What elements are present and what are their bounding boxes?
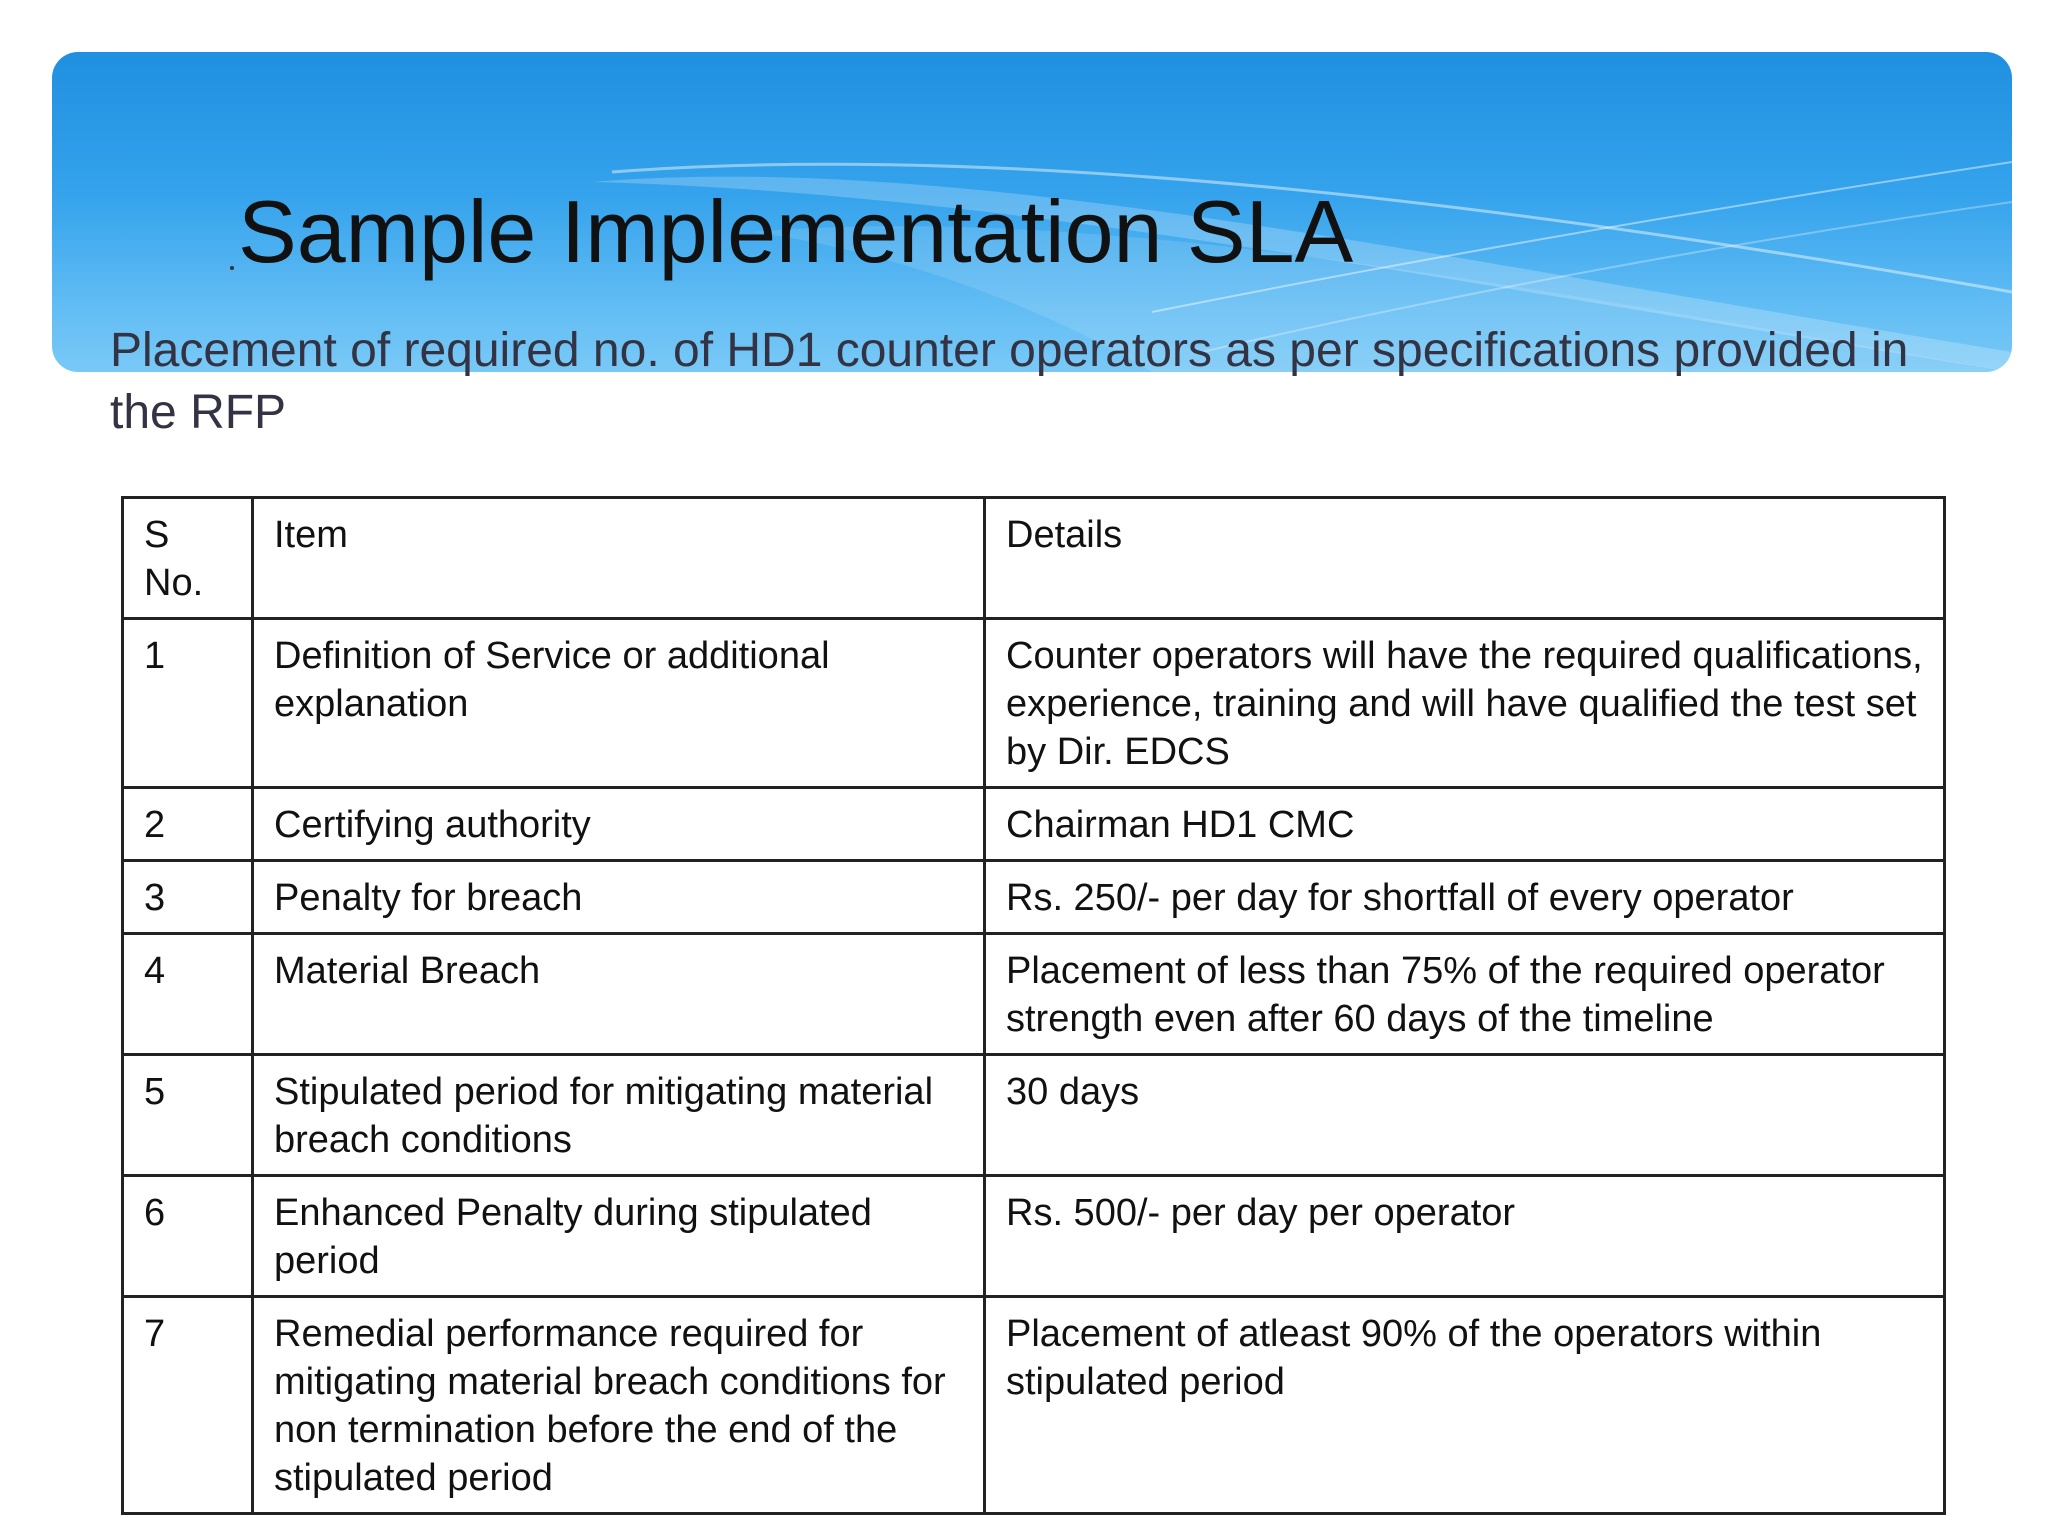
sla-table — [121, 496, 1946, 1515]
cell-sno: 4 — [123, 934, 253, 1055]
table-row — [123, 1055, 1945, 1176]
cell-sno: 7 — [123, 1297, 253, 1514]
cell-sno: 2 — [123, 788, 253, 861]
cell-details: Counter operators will have the required qualifications, experience, training and will have qualified the test set by Dir. EDCS — [985, 619, 1945, 788]
cell-sno: 1 — [123, 619, 253, 788]
header-sno: S No. — [123, 498, 253, 619]
cell-item: Certifying authority — [253, 788, 985, 861]
cell-item: Enhanced Penalty during stipulated period — [253, 1176, 985, 1297]
table-row — [123, 788, 1945, 861]
cell-item: Remedial performance required for mitigating material breach conditions for non termination before the end of the stipulated period — [253, 1297, 985, 1514]
cell-details: Rs. 250/- per day for shortfall of every operator — [985, 861, 1945, 934]
cell-details: Placement of less than 75% of the required operator strength even after 60 days of the timeline — [985, 934, 1945, 1055]
table-row — [123, 619, 1945, 788]
cell-item: Stipulated period for mitigating material breach conditions — [253, 1055, 985, 1176]
cell-details: Placement of atleast 90% of the operators within stipulated period — [985, 1297, 1945, 1514]
cell-details: Rs. 500/- per day per operator — [985, 1176, 1945, 1297]
cell-details: Chairman HD1 CMC — [985, 788, 1945, 861]
slide-subtitle: Placement of required no. of HD1 counter operators as per specifications provided in the RFP — [110, 324, 1909, 439]
cell-item: Definition of Service or additional explanation — [253, 619, 985, 788]
cell-sno: 5 — [123, 1055, 253, 1176]
header-details: Details — [985, 498, 1945, 619]
table-header-row — [123, 498, 1945, 619]
cell-details: 30 days — [985, 1055, 1945, 1176]
cell-sno: 3 — [123, 861, 253, 934]
cell-item: Penalty for breach — [253, 861, 985, 934]
table-row — [123, 934, 1945, 1055]
table-row — [123, 1297, 1945, 1514]
table-row — [123, 861, 1945, 934]
page-title: Sample Implementation SLA — [238, 182, 1354, 281]
cell-sno: 6 — [123, 1176, 253, 1297]
table-row — [123, 1176, 1945, 1297]
header-item: Item — [253, 498, 985, 619]
title-bullet-dot — [230, 266, 234, 270]
cell-item: Material Breach — [253, 934, 985, 1055]
